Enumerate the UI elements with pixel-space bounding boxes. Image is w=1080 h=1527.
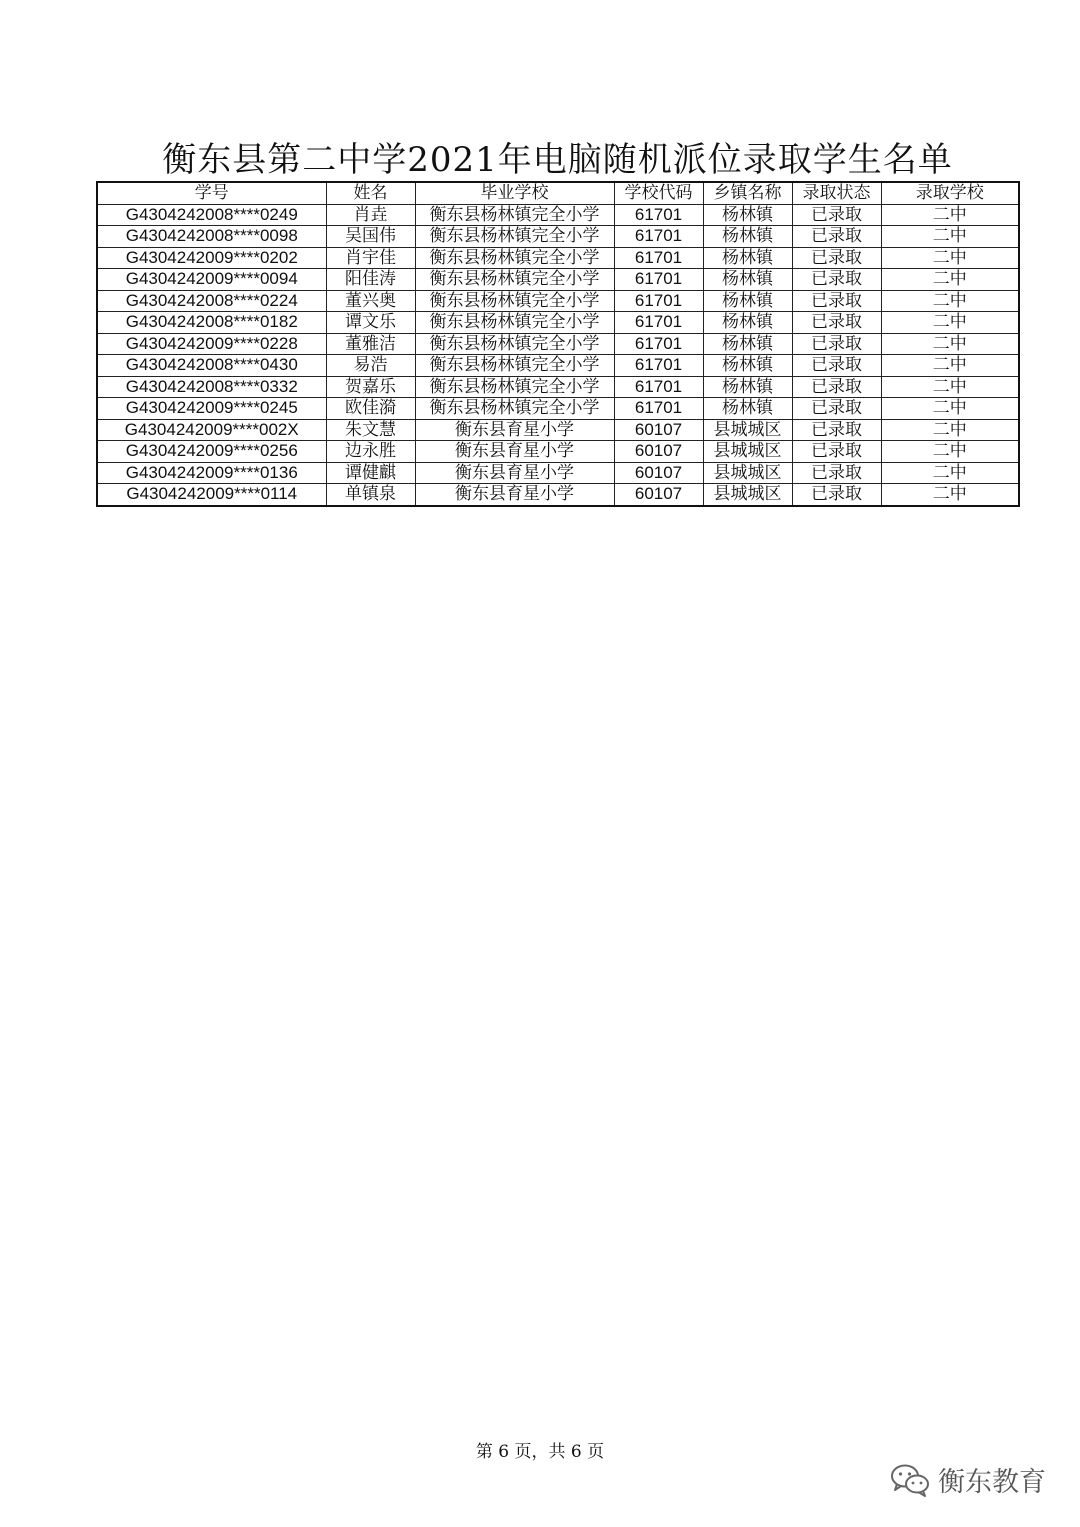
student-id-cell: G4304242009****0114 (97, 484, 326, 506)
town-cell: 杨林镇 (703, 333, 792, 355)
table-row (97, 226, 1019, 248)
graduated-school-cell: 衡东县杨林镇完全小学 (415, 290, 614, 312)
page-title: 衡东县第二中学2021年电脑随机派位录取学生名单 (162, 140, 953, 180)
admitted-school-cell: 二中 (881, 484, 1019, 506)
student-id-cell: G4304242008****0098 (97, 226, 326, 248)
status-cell: 已录取 (792, 247, 881, 269)
school-code-cell: 61701 (614, 355, 703, 377)
school-code-cell: 61701 (614, 376, 703, 398)
school-code-cell: 60107 (614, 441, 703, 463)
student-id-cell: G4304242008****0182 (97, 312, 326, 334)
status-cell: 已录取 (792, 419, 881, 441)
status-cell: 已录取 (792, 204, 881, 226)
status-cell: 已录取 (792, 376, 881, 398)
student-name-cell: 易浩 (326, 355, 415, 377)
town-cell: 杨林镇 (703, 398, 792, 420)
watermark (890, 1460, 1046, 1499)
town-cell: 杨林镇 (703, 204, 792, 226)
status-cell: 已录取 (792, 462, 881, 484)
table-row (97, 355, 1019, 377)
admission-table (96, 181, 1020, 507)
student-id-cell: G4304242008****0332 (97, 376, 326, 398)
table-row (97, 269, 1019, 291)
status-cell: 已录取 (792, 355, 881, 377)
table-row (97, 290, 1019, 312)
column-header-admitted-school: 录取学校 (881, 182, 1019, 204)
graduated-school-cell: 衡东县杨林镇完全小学 (415, 333, 614, 355)
town-cell: 县城城区 (703, 419, 792, 441)
table-header-row (97, 182, 1019, 204)
table-row (97, 333, 1019, 355)
graduated-school-cell: 衡东县杨林镇完全小学 (415, 376, 614, 398)
status-cell: 已录取 (792, 441, 881, 463)
school-code-cell: 61701 (614, 398, 703, 420)
admitted-school-cell: 二中 (881, 204, 1019, 226)
column-header-student-id: 学号 (97, 182, 326, 204)
admitted-school-cell: 二中 (881, 333, 1019, 355)
school-code-cell: 61701 (614, 312, 703, 334)
town-cell: 县城城区 (703, 441, 792, 463)
student-name-cell: 欧佳漪 (326, 398, 415, 420)
status-cell: 已录取 (792, 226, 881, 248)
student-name-cell: 肖宇佳 (326, 247, 415, 269)
status-cell: 已录取 (792, 484, 881, 506)
admitted-school-cell: 二中 (881, 312, 1019, 334)
column-header-town: 乡镇名称 (703, 182, 792, 204)
graduated-school-cell: 衡东县杨林镇完全小学 (415, 226, 614, 248)
town-cell: 县城城区 (703, 462, 792, 484)
school-code-cell: 61701 (614, 290, 703, 312)
wechat-icon (890, 1463, 930, 1497)
table-row (97, 398, 1019, 420)
school-code-cell: 61701 (614, 269, 703, 291)
admitted-school-cell: 二中 (881, 398, 1019, 420)
table-row (97, 204, 1019, 226)
graduated-school-cell: 衡东县杨林镇完全小学 (415, 398, 614, 420)
student-id-cell: G4304242009****0256 (97, 441, 326, 463)
admitted-school-cell: 二中 (881, 290, 1019, 312)
graduated-school-cell: 衡东县杨林镇完全小学 (415, 204, 614, 226)
watermark-text: 衡东教育 (938, 1467, 1046, 1498)
graduated-school-cell: 衡东县杨林镇完全小学 (415, 355, 614, 377)
student-name-cell: 谭文乐 (326, 312, 415, 334)
student-name-cell: 董雅洁 (326, 333, 415, 355)
school-code-cell: 60107 (614, 419, 703, 441)
student-name-cell: 贺嘉乐 (326, 376, 415, 398)
column-header-graduated-school: 毕业学校 (415, 182, 614, 204)
admitted-school-cell: 二中 (881, 419, 1019, 441)
school-code-cell: 61701 (614, 226, 703, 248)
table-row (97, 247, 1019, 269)
graduated-school-cell: 衡东县杨林镇完全小学 (415, 247, 614, 269)
town-cell: 杨林镇 (703, 290, 792, 312)
status-cell: 已录取 (792, 269, 881, 291)
student-id-cell: G4304242009****0136 (97, 462, 326, 484)
school-code-cell: 61701 (614, 204, 703, 226)
column-header-name: 姓名 (326, 182, 415, 204)
town-cell: 杨林镇 (703, 247, 792, 269)
student-name-cell: 朱文慧 (326, 419, 415, 441)
town-cell: 杨林镇 (703, 226, 792, 248)
town-cell: 杨林镇 (703, 312, 792, 334)
school-code-cell: 60107 (614, 462, 703, 484)
student-id-cell: G4304242009****0202 (97, 247, 326, 269)
student-name-cell: 肖垚 (326, 204, 415, 226)
graduated-school-cell: 衡东县杨林镇完全小学 (415, 269, 614, 291)
student-name-cell: 谭健麒 (326, 462, 415, 484)
student-id-cell: G4304242008****0224 (97, 290, 326, 312)
town-cell: 杨林镇 (703, 355, 792, 377)
table-row (97, 376, 1019, 398)
admitted-school-cell: 二中 (881, 376, 1019, 398)
student-id-cell: G4304242009****0228 (97, 333, 326, 355)
admitted-school-cell: 二中 (881, 269, 1019, 291)
student-name-cell: 单镇泉 (326, 484, 415, 506)
graduated-school-cell: 衡东县育星小学 (415, 419, 614, 441)
graduated-school-cell: 衡东县育星小学 (415, 441, 614, 463)
school-code-cell: 60107 (614, 484, 703, 506)
table-row (97, 419, 1019, 441)
graduated-school-cell: 衡东县杨林镇完全小学 (415, 312, 614, 334)
graduated-school-cell: 衡东县育星小学 (415, 462, 614, 484)
student-id-cell: G4304242009****0094 (97, 269, 326, 291)
table-row (97, 441, 1019, 463)
student-name-cell: 阳佳涛 (326, 269, 415, 291)
column-header-school-code: 学校代码 (614, 182, 703, 204)
page-footer: 第 6 页，共 6 页 (475, 1442, 605, 1462)
school-code-cell: 61701 (614, 333, 703, 355)
table-row (97, 312, 1019, 334)
admitted-school-cell: 二中 (881, 247, 1019, 269)
student-id-cell: G4304242008****0430 (97, 355, 326, 377)
student-id-cell: G4304242009****002X (97, 419, 326, 441)
town-cell: 县城城区 (703, 484, 792, 506)
school-code-cell: 61701 (614, 247, 703, 269)
table-row (97, 484, 1019, 506)
admitted-school-cell: 二中 (881, 441, 1019, 463)
town-cell: 杨林镇 (703, 376, 792, 398)
student-name-cell: 吴国伟 (326, 226, 415, 248)
status-cell: 已录取 (792, 290, 881, 312)
status-cell: 已录取 (792, 398, 881, 420)
status-cell: 已录取 (792, 312, 881, 334)
admitted-school-cell: 二中 (881, 462, 1019, 484)
town-cell: 杨林镇 (703, 269, 792, 291)
student-id-cell: G4304242009****0245 (97, 398, 326, 420)
graduated-school-cell: 衡东县育星小学 (415, 484, 614, 506)
admitted-school-cell: 二中 (881, 355, 1019, 377)
column-header-status: 录取状态 (792, 182, 881, 204)
student-name-cell: 董兴奥 (326, 290, 415, 312)
student-id-cell: G4304242008****0249 (97, 204, 326, 226)
student-name-cell: 边永胜 (326, 441, 415, 463)
table-body (97, 204, 1019, 506)
table-row (97, 462, 1019, 484)
admitted-school-cell: 二中 (881, 226, 1019, 248)
status-cell: 已录取 (792, 333, 881, 355)
